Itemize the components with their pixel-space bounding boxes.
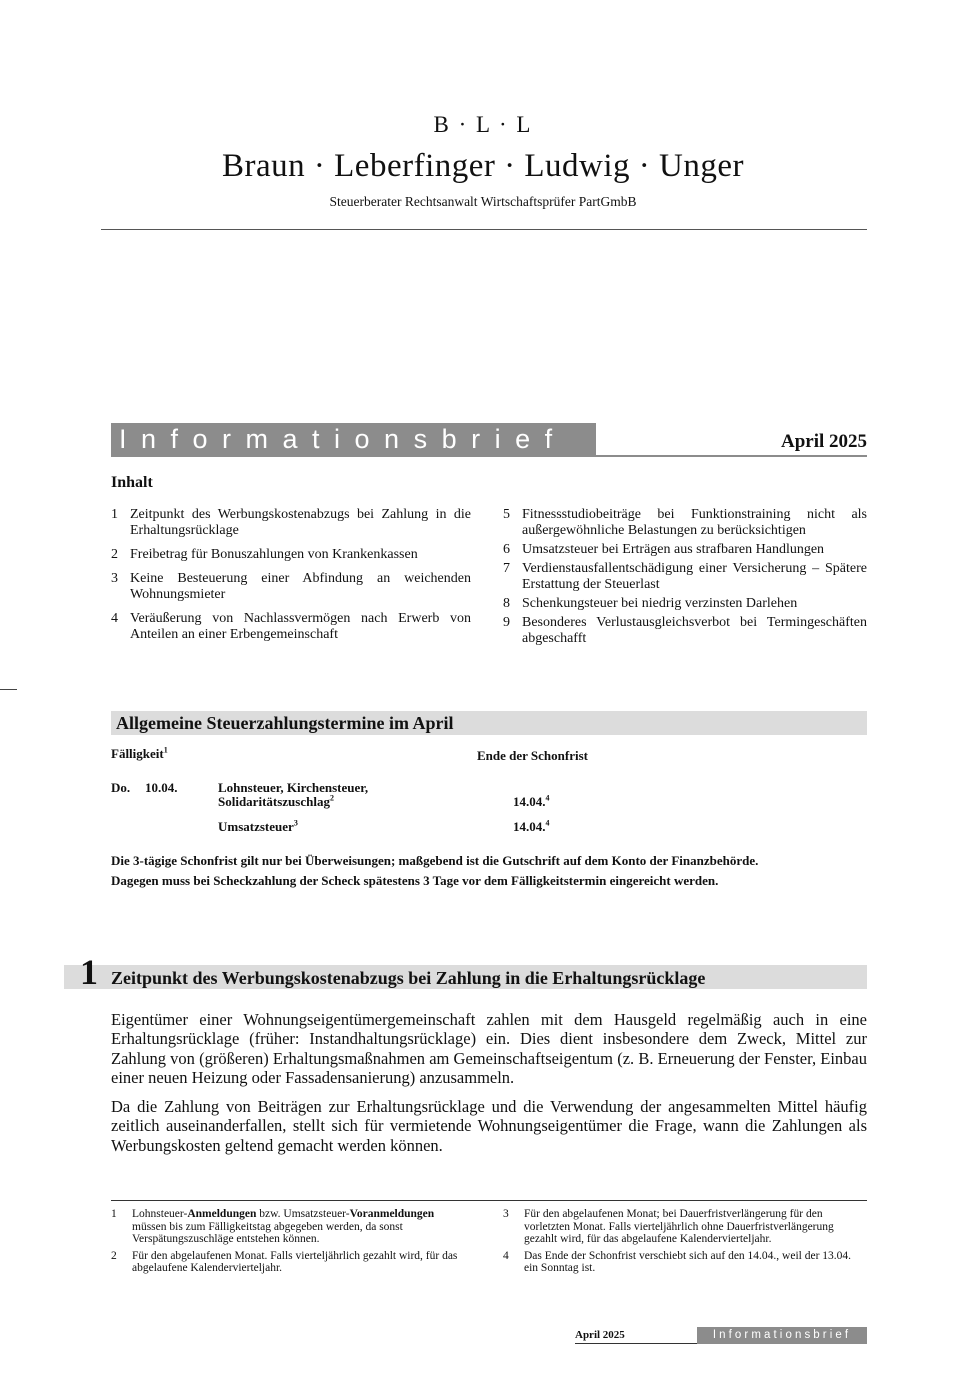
toc-item[interactable] xyxy=(111,507,471,539)
section-number: 1 xyxy=(80,952,98,992)
footnote-ref: 2 xyxy=(329,793,334,803)
section-title: Zeitpunkt des Werbungskostenabzugs bei Zahlung in die Erhaltungsrücklage xyxy=(111,968,706,988)
toc-item-text: Umsatzsteuer bei Erträgen aus strafbaren Handlungen xyxy=(522,542,825,557)
issue-date: April 2025 xyxy=(780,431,867,452)
toc-heading: Inhalt xyxy=(111,474,153,491)
grace-period-note-1: Die 3-tägige Schonfrist gilt nur bei Überweisungen; maßgebend ist die Gutschrift auf dem Konto der Finanzbehörde. xyxy=(111,853,759,868)
toc-left-column xyxy=(111,507,471,651)
tax-dates-heading: Allgemeine Steuerzahlungstermine im April xyxy=(116,713,454,733)
footnote-divider xyxy=(111,1200,867,1201)
toc-item[interactable] xyxy=(503,507,867,539)
toc-item-number: 3 xyxy=(111,571,118,586)
footnotes-left xyxy=(111,1208,471,1279)
tax-type-ust-label: Umsatzsteuer xyxy=(218,819,294,834)
tax-type-umsatzsteuer xyxy=(218,820,298,834)
toc-item-number: 9 xyxy=(503,615,510,630)
footnote-text-part: müssen bis zum Fälligkeitstag abgegeben werden, da sonst Verspätungszuschläge entstehen können. xyxy=(132,1220,403,1245)
informationsbrief-banner: Informationsbrief xyxy=(111,423,596,455)
due-weekday: Do. xyxy=(111,780,131,795)
toc-item-number: 4 xyxy=(111,611,118,626)
footer-banner: Informationsbrief xyxy=(697,1327,867,1344)
toc-item[interactable] xyxy=(503,561,867,593)
toc-item[interactable] xyxy=(503,615,867,647)
toc-item[interactable] xyxy=(111,571,471,603)
footnote-emphasis: Voranmeldungen xyxy=(349,1208,435,1220)
toc-item-text: Besonderes Verlustausgleichsverbot bei Termingeschäften abgeschafft xyxy=(522,615,867,646)
toc-item-text: Verdienstausfallentschädigung einer Versicherung – Spätere Erstattung der Steuerlast xyxy=(522,561,867,592)
footnote-ref: 3 xyxy=(293,818,298,828)
toc-item-number: 2 xyxy=(111,547,118,562)
footnote-text-part: bzw. Umsatzsteuer- xyxy=(256,1208,350,1220)
toc-item-text: Keine Besteuerung einer Abfindung an weichenden Wohnungsmieter xyxy=(130,571,471,602)
footnote-text: Für den abgelaufenen Monat; bei Dauerfristverlängerung für den vorletzten Monat. Falls vierteljährlich ohne Dauerfristverlängerung gezahlt wird, für das abgelaufene Kalendervierteljahr. xyxy=(524,1208,834,1245)
footnote xyxy=(111,1208,471,1246)
footnote-text: Für den abgelaufenen Monat. Falls vierteljährlich gezahlt wird, für das abgelaufene Kalendervierteljahr. xyxy=(132,1249,458,1274)
toc-item-number: 5 xyxy=(503,507,510,522)
toc-item[interactable] xyxy=(503,596,867,612)
toc-item[interactable] xyxy=(111,547,471,563)
grace-end-lohnsteuer xyxy=(513,795,550,809)
firm-subtitle: Steuerberater Rechtsanwalt Wirtschaftsprüfer PartGmbB xyxy=(329,194,637,209)
due-column-header xyxy=(111,747,168,761)
grace-end-umsatzsteuer xyxy=(513,820,550,834)
footnote-number: 4 xyxy=(503,1249,509,1262)
banner-underline xyxy=(111,455,867,457)
footnote-text: Das Ende der Schonfrist verschiebt sich auf den 14.04., weil der 13.04. ein Sonntag ist. xyxy=(524,1249,852,1274)
footnote-ref: 1 xyxy=(163,745,168,755)
toc-item-number: 1 xyxy=(111,507,118,522)
firm-monogram: B · L · L xyxy=(433,112,533,137)
tax-type-lohnsteuer: Lohnsteuer, Kirchensteuer, xyxy=(218,780,369,795)
tax-type-soli-label: Solidaritätszuschlag xyxy=(218,794,330,809)
footnote-emphasis: Anmeldungen xyxy=(187,1208,257,1220)
body-paragraph: Eigentümer einer Wohnungseigentümergemeinschaft zahlen mit dem Hausgeld regelmäßig auch in eine Erhaltungsrücklage (früher: Instandhaltungsrücklage) ein. Dies dient insbesondere dem Zweck, Mittel zur Zahlung von (größeren) Erhaltungsmaßnahmen am Gemeinschaftseigentum (z. B. Erneuerung der Fenster, Einbau einer neuen Heizung oder Fassadensanierung) anzusammeln. xyxy=(111,1010,867,1087)
due-column-label: Fälligkeit xyxy=(111,746,164,761)
footnote-number: 3 xyxy=(503,1208,509,1220)
toc-item-number: 8 xyxy=(503,596,510,611)
grace-end-date: 14.04. xyxy=(513,819,546,834)
footer-rule xyxy=(575,1343,697,1344)
fold-mark xyxy=(0,689,17,690)
tax-type-soli xyxy=(218,795,334,809)
footnote xyxy=(111,1250,471,1275)
footnote-ref: 4 xyxy=(545,793,550,803)
footnotes-right xyxy=(503,1208,867,1279)
toc-item-text: Fitnessstudiobeiträge bei Funktionstraining nicht als außergewöhnliche Belastungen zu berücksichtigen xyxy=(522,507,867,538)
firm-name: Braun · Leberfinger · Ludwig · Unger xyxy=(222,148,744,184)
toc-item-number: 6 xyxy=(503,542,510,557)
header-divider xyxy=(101,229,867,230)
footnote-number: 2 xyxy=(111,1249,117,1262)
footnote-ref: 4 xyxy=(545,818,550,828)
footnote xyxy=(503,1208,867,1246)
body-paragraph: Da die Zahlung von Beiträgen zur Erhaltungsrücklage und die Verwendung der angesammelten Mittel häufig zeitlich auseinanderfallen, stellt sich für vermietende Wohnungseigentümer die Frage, wann die Zahlungen als Werbungskosten geltend gemacht werden können. xyxy=(111,1097,867,1155)
due-date: 10.04. xyxy=(145,780,178,795)
footnote xyxy=(503,1250,867,1275)
toc-item[interactable] xyxy=(111,611,471,643)
footnote-text xyxy=(132,1208,471,1246)
toc-item-text: Freibetrag für Bonuszahlungen von Krankenkassen xyxy=(130,547,418,562)
toc-item[interactable] xyxy=(503,542,867,558)
toc-right-column xyxy=(503,507,867,650)
toc-item-text: Veräußerung von Nachlassvermögen nach Erwerb von Anteilen an einer Erbengemeinschaft xyxy=(130,611,471,642)
grace-period-column-header: Ende der Schonfrist xyxy=(477,748,588,763)
toc-item-text: Schenkungsteuer bei niedrig verzinsten Darlehen xyxy=(522,596,798,611)
footer-date: April 2025 xyxy=(575,1329,625,1341)
grace-end-date: 14.04. xyxy=(513,794,546,809)
grace-period-note-2: Dagegen muss bei Scheckzahlung der Scheck spätestens 3 Tage vor dem Fälligkeitstermin eingereicht werden. xyxy=(111,873,719,888)
toc-item-text: Zeitpunkt des Werbungskostenabzugs bei Zahlung in die Erhaltungsrücklage xyxy=(130,507,471,538)
toc-item-number: 7 xyxy=(503,561,510,576)
footnote-text-part: Lohnsteuer- xyxy=(132,1208,188,1220)
footnote-number: 1 xyxy=(111,1208,117,1220)
